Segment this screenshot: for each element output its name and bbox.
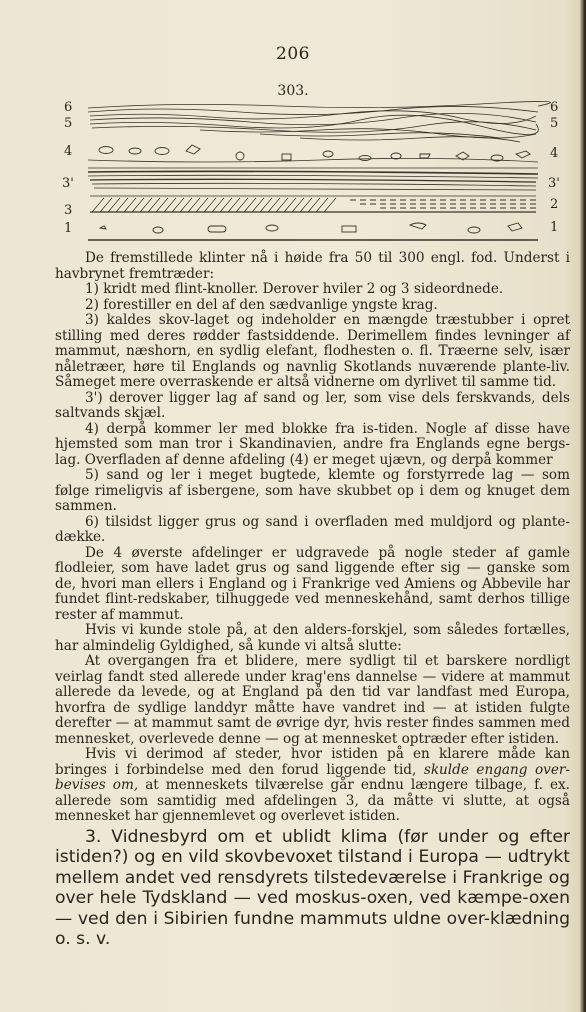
- layer-label-left-1: 1: [64, 221, 73, 236]
- paragraph-layer-1: 1) kridt med flint-knoller. Derover hviler 2 og 3 sideordnede.: [85, 281, 504, 297]
- layer-label-left-5: 5: [64, 116, 73, 131]
- paragraph-evidence-large: 3. Vidnesbyrd om et ublidt klima (før under og efter istiden?) og en vild skovbevoxet tilstand i Europa — udtrykt mellem andet ved rensdyrets tilstedeværelse i Frankrige og over hele Tydskland — ved moskus-oxen, ved kæmpe-oxen — ved den i Sibirien fundne mammuts uldne over-klædning o. s. v.: [55, 826, 570, 949]
- layer-label-right-5: 5: [550, 116, 559, 131]
- paragraph-alternative-italic: skulde engang over-bevises om,: [55, 761, 570, 793]
- page-number: 206: [276, 44, 310, 64]
- page-edge-shadow: [580, 0, 586, 1012]
- paragraph-river-beds: De 4 øverste afdelinger er udgravede på nogle steder af gamle flodleier, som have ladet grus og sand liggende efter sig — ganske som de, hvori man ellers i England og i Frankrige ved Amiens og Abbevile har fundet flint-redskaber, tilhuggede ved menneskehånd, samt derhos tillige rester af mammut.: [55, 544, 570, 623]
- paragraph-layer-3: 3) kaldes skov-laget og indeholder en mængde træstubber i opret stilling med deres rødder fastsiddende. Derimellem findes levninger af mammut, næshorn, en sydlig elefant, flodhesten o. fl. Træerne selv, især nåletræer, høre til Englands og navnlig Skotlands nuværende plante-liv. Såmeget mere overraskende er altså vidnerne om dyrlivet til samme tid.: [55, 312, 570, 390]
- paragraph-layer-3prime: 3') derover ligger lag af sand og ler, som vise dels ferskvands, dels saltvands skjæl.: [55, 389, 570, 421]
- paragraph-alternative: [55, 747, 570, 825]
- paragraph-layer-6: 6) tilsidst ligger grus og sand i overfladen med muldjord og plante-dække.: [55, 513, 570, 545]
- paragraph-layer-5: 5) sand og ler i meget bugtede, klemte og forstyrrede lag — som følge rimeligvis af isbergene, som have skubbet op i dem og knuget dem sammen.: [55, 467, 570, 514]
- paragraph-alternative-before: Hvis vi derimod af steder, hvor istiden på en klarere måde kan bringes i forbindelse med den forud liggende tid,: [55, 746, 570, 778]
- layer-label-right-1: 1: [550, 220, 559, 235]
- strata-drawing: [60, 100, 560, 245]
- layer-label-left-6: 6: [64, 100, 73, 115]
- layer-label-left-3prime: 3': [62, 176, 74, 191]
- layer-label-right-6: 6: [550, 100, 559, 115]
- layer-label-right-2: 2: [550, 197, 559, 212]
- paragraph-conclusion: At overgangen fra et blidere, mere sydligt til et barskere nordligt veirlag fandt sted allerede under krag'ens dannelse — videre at mammut allerede da levede, og at England på den tid var landfast med Europa, hvorfra de sydlige landdyr måtte have vandret ind — at istiden fulgte derefter — at mammut samt de øvrige dyr, hvis rester findes sammen med mennesket, overlevede denne — og at mennesket optræder efter istiden.: [55, 653, 570, 747]
- figure-number: 303.: [277, 83, 309, 99]
- page-body-text: [55, 251, 570, 950]
- paragraph-age-difference: Hvis vi kunde stole på, at den alders-forskjel, som således fortælles, har almindelig Gyldighed, så kunde vi altså slutte:: [55, 622, 570, 654]
- layer-label-right-3prime: 3': [548, 176, 560, 191]
- paragraph-layer-4: 4) derpå kommer ler med blokke fra is-tiden. Nogle af disse have hjemsted som man tror i Skandinavien, andre fra Englands egne bergs-lag. Overfladen af denne afdeling (4) er meget ujævn, og derpå kommer: [55, 420, 570, 468]
- layer-label-right-4: 4: [550, 146, 559, 161]
- paragraph-layer-2: 2) forestiller en del af den sædvanlige yngste krag.: [85, 296, 438, 313]
- paragraph-intro: De fremstillede klinter nå i høide fra 50 til 300 engl. fod. Underst i havbrynet fremtræder:: [55, 250, 570, 282]
- geological-section-figure: [60, 100, 560, 245]
- layer-label-left-3: 3: [64, 203, 73, 218]
- layer-label-left-4: 4: [64, 144, 73, 159]
- paragraph-alternative-after: at menneskets tilværelse går endnu længere tilbage, f. ex. allerede som samtidig med afdelingen 3, da måtte vi slutte, at også mennesket har gjennemlevet og overlevet istiden.: [55, 777, 570, 824]
